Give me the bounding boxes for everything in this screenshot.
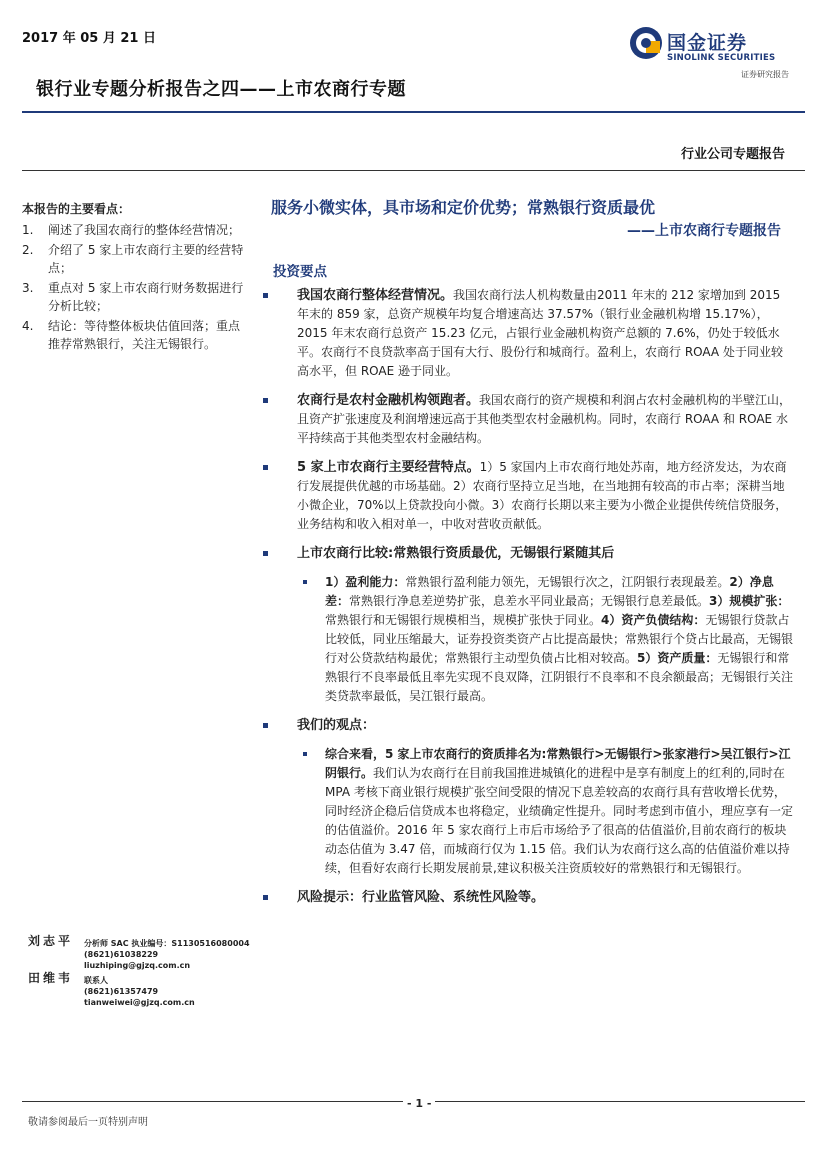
keyword-nim: 2）净息差： (325, 575, 774, 608)
text-structure: 无锡银行贷款占比较低，同业压缩最大，证券投资类资产占比提高最快；常熟银行个贷占比最高，无锡银行对公贷款结构最优；常熟银行主动型负债占比相对较高。 (325, 613, 794, 665)
main-subtitle: ——上市农商行专题报告 (627, 223, 781, 239)
view-sub-bullet (273, 745, 793, 878)
bullet-text: 1）5 家国内上市农商行地处苏南，地方经济发达，为农商行发展提供优越的市场基础。2）农商行坚持立足当地，在当地拥有较高的市占率；深耕当地小微企业，70%以上贷款投向小微。3）农商行长期以来主要为小微企业提供传统信贷服务，业务结构和收入相对单一，中收对营收贡献低。 (297, 460, 788, 531)
logo-english-name: SINOLINK SECURITIES (667, 53, 776, 63)
contact-email[interactable]: tianweiwei@gjzq.com.cn (84, 998, 195, 1007)
bullet-text: 我国农商行法人机构数量由2011 年末的 212 家增加到 2015 年末的 859 家，总资产规模年均复合增速高达 37.57%（银行业金融机构增 15.17%），2015 年末农商行总资产 15.23 亿元，占银行业金融机构资产总额的 7.6%，仍处于较低水平。农商行不良贷款率高于国有大行、股份行和城商行。盈利上，农商行 ROAA 处于同业较高水平，但 ROAE 逊于同业。 (297, 288, 783, 378)
text-profitability: 常熟银行盈利能力领先，无锡银行次之，江阴银行表现最差。 (405, 575, 730, 589)
company-logo (629, 24, 789, 80)
investment-bullet (273, 544, 793, 563)
bullet-square-icon (263, 293, 268, 298)
key-point-number: 1. (22, 223, 34, 237)
key-point-number: 3. (22, 281, 34, 295)
investment-bullet (273, 458, 793, 534)
investment-bullet (273, 286, 793, 381)
key-points-heading: 本报告的主要看点： (22, 202, 131, 216)
main-content (273, 196, 793, 917)
bullet-square-icon (263, 895, 268, 900)
text-asset-quality: 无锡银行和常熟银行不良率最低且率先实现不良双降，江阴银行不良率和不良余额最高；无锡银行关注类贷款率最低，吴江银行最高。 (325, 651, 794, 703)
keyword-profitability: 1）盈利能力： (325, 575, 406, 589)
key-point-number: 2. (22, 243, 34, 257)
page-number: - 1 - (403, 1097, 435, 1110)
category-divider (22, 170, 805, 171)
main-title: 服务小微实体，具市场和定价优势；常熟银行资质最优 (271, 198, 656, 217)
contact-role: 联系人 (84, 976, 108, 985)
contact-name: 田维韦 (28, 971, 74, 985)
key-point-text: 介绍了 5 家上市农商行主要的经营特点； (48, 243, 244, 275)
key-point-item (22, 317, 244, 353)
bullet-square-icon (263, 551, 268, 556)
analyst-contact (84, 938, 284, 971)
comparison-sub-bullet (273, 573, 793, 706)
keyword-asset-quality: 5）资产质量： (637, 651, 718, 665)
report-title: 银行业专题分析报告之四——上市农商行专题 (36, 79, 406, 100)
key-point-text: 结论：等待整体板块估值回落；重点推荐常熟银行，关注无锡银行。 (48, 319, 241, 351)
view-text: 我们认为农商行在目前我国推进城镇化的进程中是享有制度上的红利的,同时在 MPA 考核下商业银行规模扩张空间受限的情况下息差较高的农商行具有营收增长优势，同时经济企稳后信贷成本也将稳定，业绩确定性提升。同时考虑到市值小，理应享有一定的估值溢价。2016 年 5 家农商行上市后市场给予了很高的估值溢价,目前农商行的板块动态估值为 3.47 倍，而城商行仅为 1.15 倍。我们认为农商行这么高的估值溢价难以持续，但看好农商行长期发展前景,建议积极关注资质较好的常熟银行和无锡银行。 (325, 766, 794, 875)
view-bullet (273, 716, 793, 735)
bullet-lead: 我国农商行整体经营情况。 (297, 288, 454, 303)
bullet-text: 我国农商行的资产规模和利润占农村金融机构的半壁江山，且资产扩张速度及利润增速远高于其他类型农村金融机构。同时，农商行 ROAA 和 ROAE 水平持续高于其他类型农村金融结构。 (297, 393, 792, 445)
analyst-name: 刘志平 (28, 934, 74, 948)
risk-text: 风险提示：行业监管风险、系统性风险等。 (297, 890, 545, 905)
sinolink-logo-icon (629, 26, 663, 60)
keyword-structure: 4）资产负债结构： (601, 613, 706, 627)
contact-phone: (8621)61357479 (84, 987, 159, 996)
key-point-text: 重点对 5 家上市农商行财务数据进行分析比较； (48, 281, 244, 313)
key-points-sidebar (22, 200, 244, 355)
logo-chinese-name: 国金证券 (667, 32, 748, 54)
key-point-item (22, 241, 244, 277)
sub-bullet-square-icon (303, 580, 307, 584)
keyword-scale: 3）规模扩张： (709, 594, 790, 608)
logo-subtitle: 证券研究报告 (741, 70, 789, 79)
bullet-square-icon (263, 723, 268, 728)
bullet-lead: 农商行是农村金融机构领跑者。 (297, 393, 480, 408)
analyst-phone: (8621)61038229 (84, 950, 159, 959)
report-category: 行业公司专题报告 (680, 147, 785, 162)
report-date: 2017 年 05 月 21 日 (22, 31, 156, 46)
analyst-role: 分析师 SAC 执业编号：S1130516080004 (84, 939, 250, 948)
investment-bullet (273, 391, 793, 448)
footer-disclaimer: 敬请参阅最后一页特别声明 (28, 1117, 148, 1128)
view-heading: 我们的观点： (297, 718, 376, 733)
text-nim: 常熟银行净息差逆势扩张，息差水平同业最高；无锡银行息差最低。 (349, 594, 710, 608)
key-point-number: 4. (22, 319, 34, 333)
key-point-item (22, 221, 244, 239)
sub-bullet-square-icon (303, 752, 307, 756)
view-lead: 综合来看，5 家上市农商行的资质排名为:常熟银行>无锡银行>张家港行>吴江银行>江阴银行。 (325, 747, 791, 780)
risk-bullet (273, 888, 793, 907)
contact-details (84, 975, 284, 1008)
bullet-lead: 5 家上市农商行主要经营特点。 (297, 460, 480, 475)
analyst-email[interactable]: liuzhiping@gjzq.com.cn (84, 961, 191, 970)
key-point-text: 阐述了我国农商行的整体经营情况； (48, 223, 241, 237)
header-divider (22, 111, 805, 113)
key-point-item (22, 279, 244, 315)
text-scale: 常熟银行和无锡银行规模相当，规模扩张快于同业。 (325, 613, 602, 627)
bullet-square-icon (263, 465, 268, 470)
bullet-lead: 上市农商行比较:常熟银行资质最优，无锡银行紧随其后 (297, 546, 615, 561)
bullet-square-icon (263, 398, 268, 403)
section-heading-investment: 投资要点 (273, 264, 327, 280)
